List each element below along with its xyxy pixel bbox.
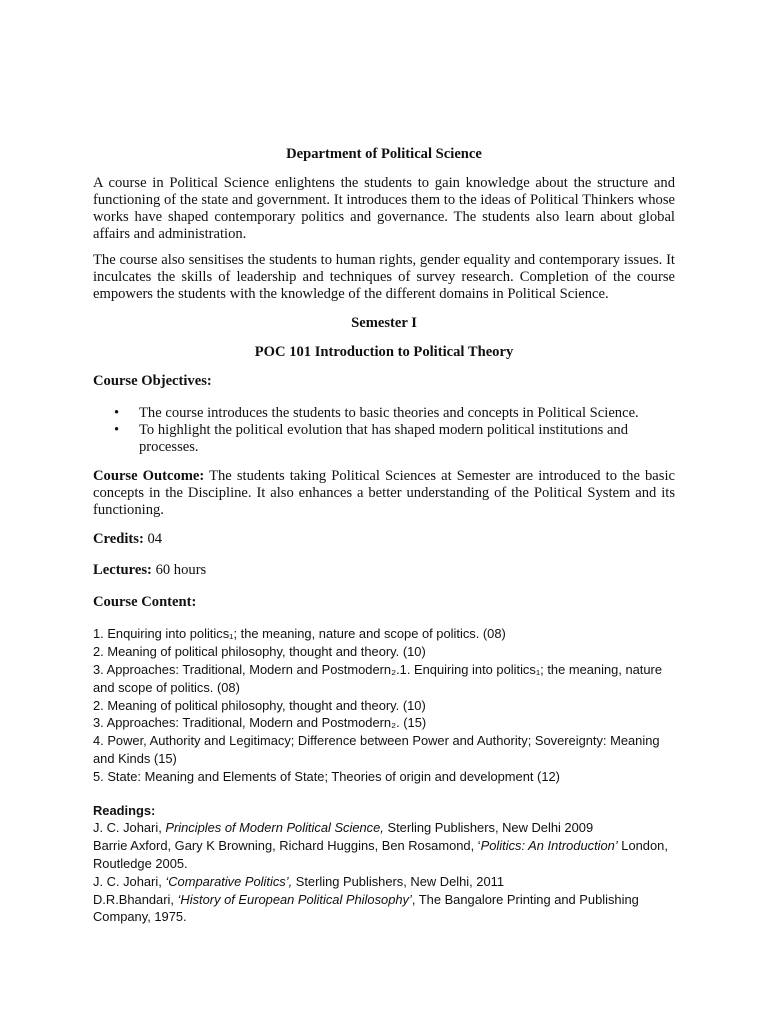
credits — [93, 531, 675, 548]
outcome-label: Course Outcome: — [93, 467, 205, 484]
list-item — [93, 405, 675, 422]
objectives-heading — [93, 373, 675, 390]
content-heading — [93, 594, 675, 611]
outcome-text: The students taking Political Sciences at Semester are introduced to the basic concepts in the Discipline. It also enhances a better understanding of the Political System and its functioning. — [93, 467, 675, 518]
objectives-label: Course Objectives: — [93, 373, 212, 389]
reading-item: J. C. Johari, Principles of Modern Political Science, Sterling Publishers, New Delhi 2009 — [93, 820, 594, 836]
bullet-icon: • — [114, 404, 120, 421]
content-line: 2. Meaning of political philosophy, thought and theory. (10) — [93, 697, 426, 713]
reading-item: J. C. Johari, ‘Comparative Politics’, Sterling Publishers, New Delhi, 2011 — [93, 873, 505, 889]
readings-heading: Readings: — [93, 802, 156, 818]
content-line: 2. Meaning of political philosophy, thought and theory. (10) — [93, 644, 426, 660]
lectures-value: 60 hours — [155, 562, 207, 579]
content-label: Course Content: — [93, 593, 197, 610]
syllabus-page — [93, 146, 675, 926]
course-content — [93, 625, 675, 926]
objective-text: The course introduces the students to basic theories and concepts in Political Science. — [139, 404, 639, 421]
lectures-label: Lectures: — [93, 562, 152, 579]
bullet-icon: • — [114, 421, 120, 438]
page-title: Department of Political Science — [286, 146, 482, 162]
reading-item: Barrie Axford, Gary K Browning, Richard Huggins, Ben Rosamond, ‘Politics: An Introduction’ London, Routledge 2005. — [93, 838, 668, 871]
objectives-list — [93, 405, 675, 456]
list-item — [93, 422, 675, 456]
content-line: 4. Power, Authority and Legitimacy; Difference between Power and Authority; Sovereignty: Meaning and Kinds (15) — [93, 733, 660, 766]
content-line: 3. Approaches: Traditional, Modern and Postmodern₂.1. Enquiring into politics₁; the meaning, nature and scope of politics. (08) — [93, 661, 662, 695]
intro-paragraph-1: A course in Political Science enlightens the students to gain knowledge about the structure and functioning of the state and government. It introduces them to the ideas of Political Thinkers whose works have shaped contemporary politics and governance. The students also learn about global affairs and administration. — [93, 175, 675, 242]
semester-heading: Semester I — [351, 315, 417, 331]
credits-value: 04 — [147, 530, 163, 547]
reading-item: D.R.Bhandari, ‘History of European Political Philosophy’, The Bangalore Printing and Publishing Company, 1975. — [93, 891, 639, 925]
intro-paragraph-2: The course also sensitises the students to human rights, gender equality and contemporary issues. It inculcates the skills of leadership and techniques of survey research. Completion of the course empowers the students with the knowledge of the different domains in Political Science. — [93, 252, 675, 302]
credits-label: Credits: — [93, 530, 144, 547]
course-title: POC 101 Introduction to Political Theory — [254, 344, 514, 360]
objective-text: To highlight the political evolution that has shaped modern political institutions and processes. — [139, 421, 629, 455]
content-line: 1. Enquiring into politics₁; the meaning, nature and scope of politics. (08) — [93, 626, 506, 642]
course-outcome — [93, 468, 675, 519]
content-line: 3. Approaches: Traditional, Modern and Postmodern₂. (15) — [93, 715, 427, 731]
lectures — [93, 562, 675, 579]
content-line: 5. State: Meaning and Elements of State; Theories of origin and development (12) — [93, 768, 560, 784]
